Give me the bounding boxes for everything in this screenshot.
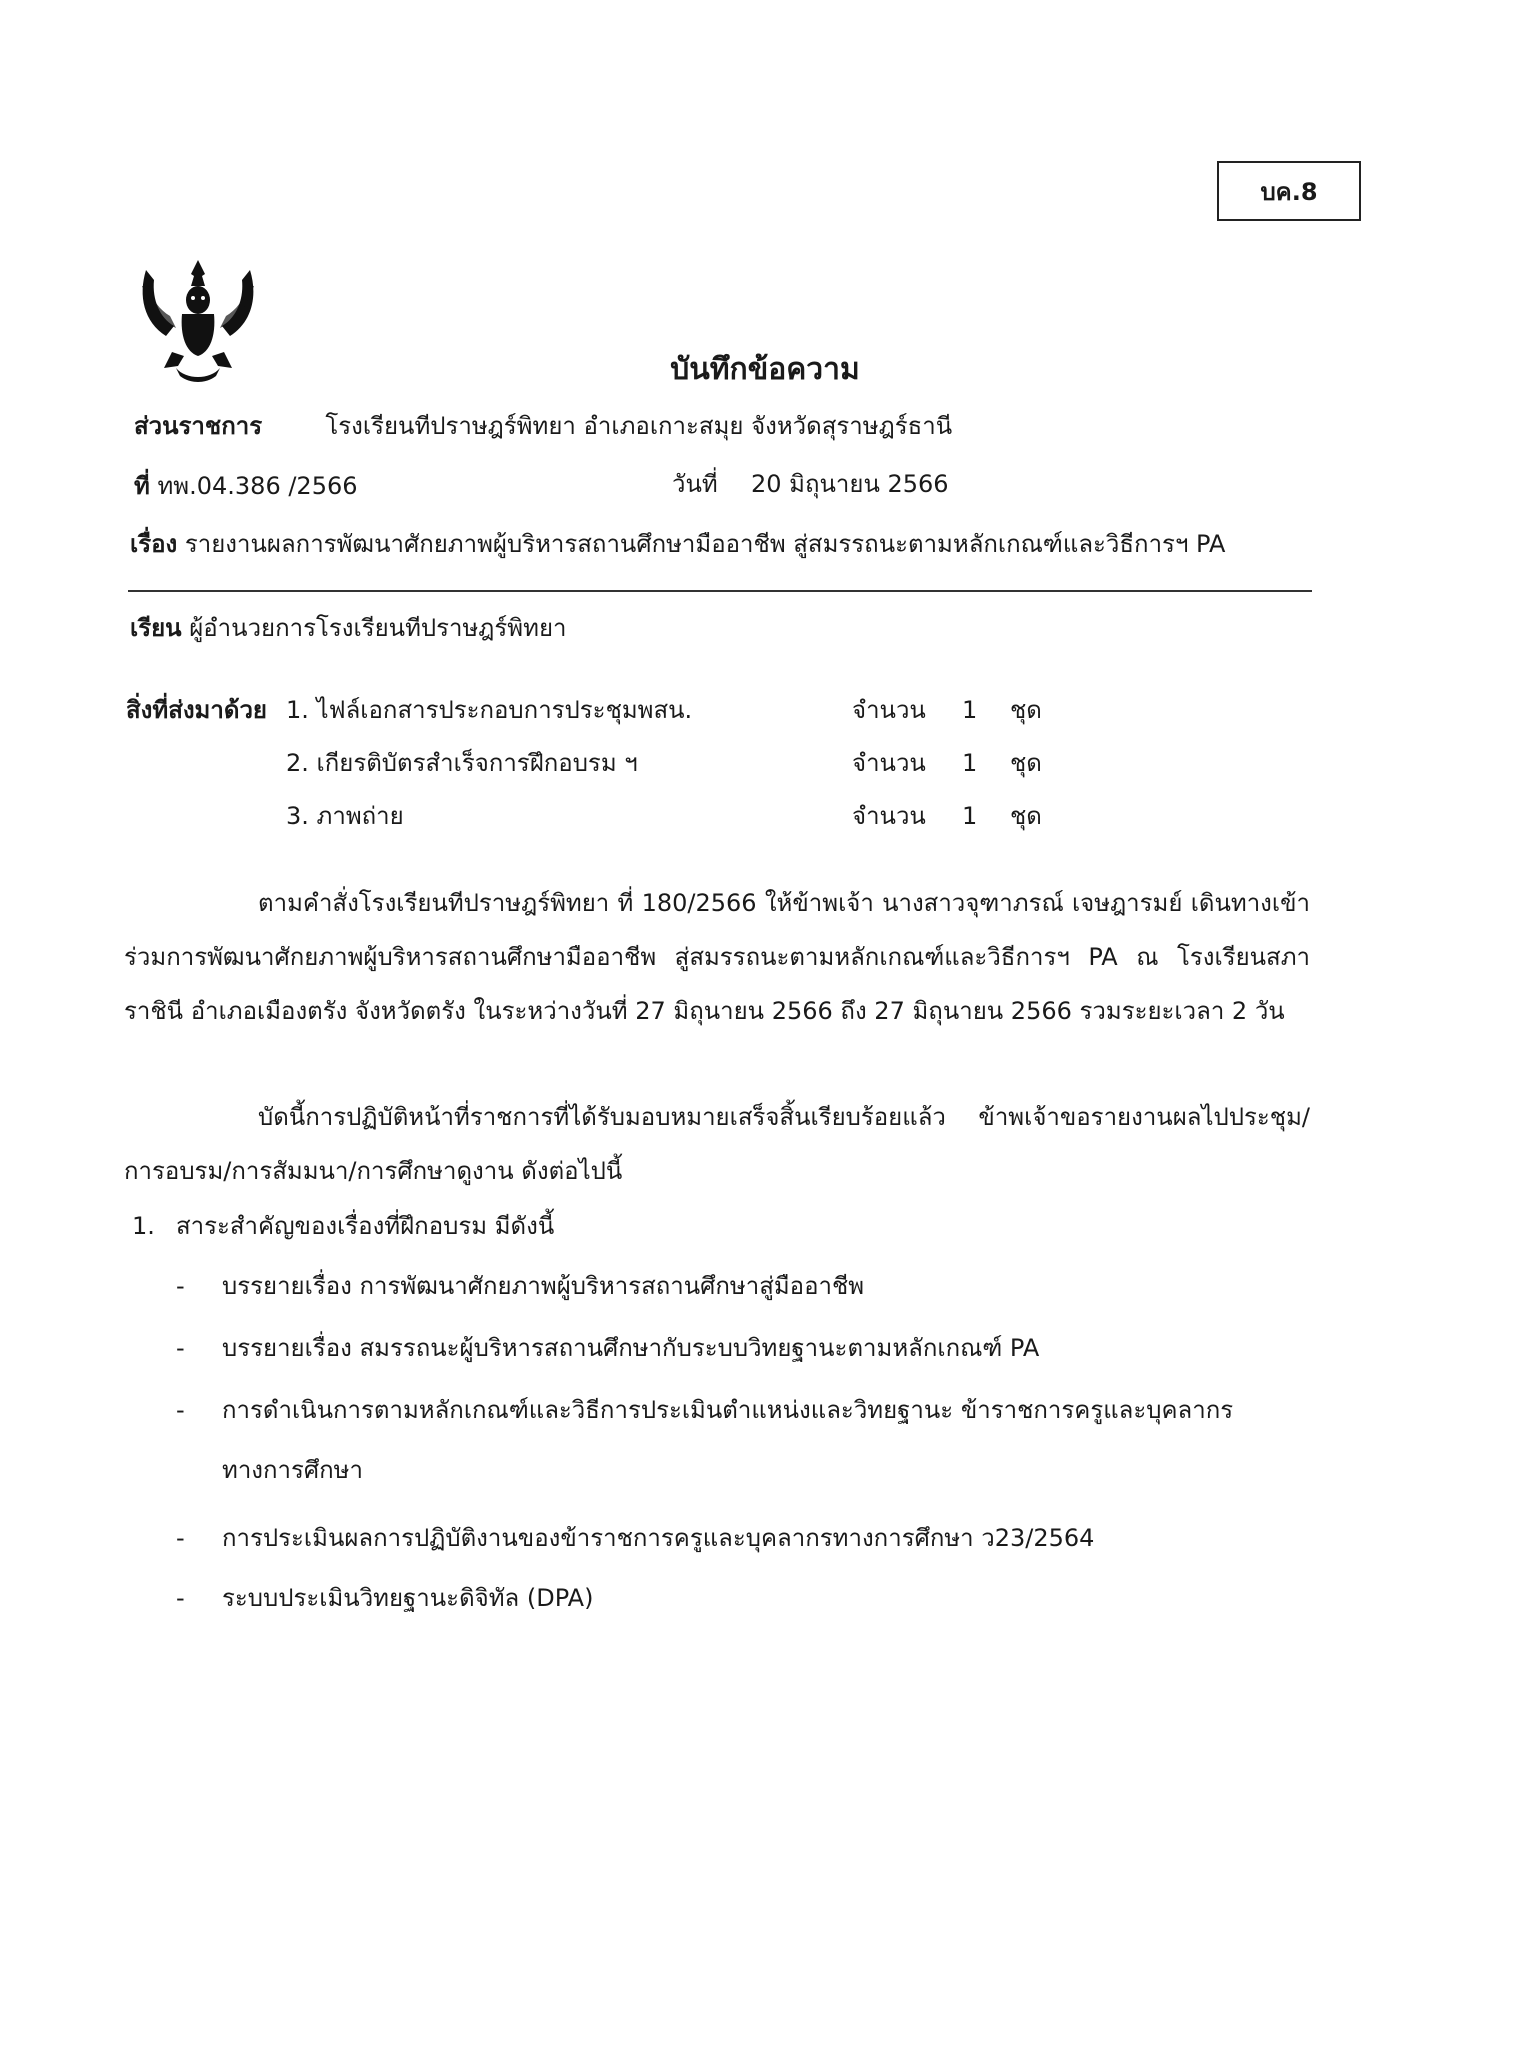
memo-title: บันทึกข้อความ xyxy=(670,352,860,387)
body-paragraph-1: ตามคำสั่งโรงเรียนทีปราษฎร์พิทยา ที่ 180/2566 ให้ข้าพเจ้า นางสาวจุฑาภรณ์ เจษฎารมย์ เดินทางเข้าร่วมการพัฒนาศักยภาพผู้บริหารสถานศึกษามืออาชีพ สู่สมรรถนะตามหลักเกณฑ์และวิธีการฯ PA ณ โรงเรียนสภาราชินี อำเภอเมืองตรัง จังหวัดตรัง ในระหว่างวันที่ 27 มิถุนายน 2566 ถึง 27 มิถุนายน 2566 รวมระยะเวลา 2 วัน xyxy=(124,889,1310,1025)
agency-label: ส่วนราชการ xyxy=(134,412,263,440)
body-paragraph-2: บัดนี้การปฏิบัติหน้าที่ราชการที่ได้รับมอบหมายเสร็จสิ้นเรียบร้อยแล้ว ข้าพเจ้าขอรายงานผลไปประชุม/การอบรม/การสัมมนา/การศึกษาดูงาน ดังต่อไปนี้ xyxy=(124,1103,1310,1185)
header-divider xyxy=(128,590,1312,592)
section-1-number: 1. xyxy=(132,1212,155,1240)
subject-value: รายงานผลการพัฒนาศักยภาพผู้บริหารสถานศึกษามืออาชีพ สู่สมรรถนะตามหลักเกณฑ์และวิธีการฯ PA xyxy=(184,530,1226,558)
reference-line xyxy=(134,468,358,504)
subject-line xyxy=(130,526,1225,562)
agency-line xyxy=(134,408,952,444)
form-code-box: บค.8 xyxy=(1217,161,1361,221)
memo-page: บค.8 บันทึกข้อความ ส่วนราชการ โรงเรียนทีปราษฎร์พิทยา อำเภอเกาะสมุย จังหวัดสุราษฎร์ธานี ที่ ทพ.04.386 /2566 วันที่ 20 มิถุนายน 2566 เรื่อง รายงานผลการพัฒนาศักยภาพผู้บริหารสถานศึกษามืออาชีพ สู่สมรรถนะตามหลักเกณฑ์และวิธีการฯ PA เรียน ผู้อำนวยการโรงเรียนทีปราษฎร์พิทยา สิ่งที่ส่งมาด้วย 1. ไฟล์เอกสารประกอบการประชุมพสน. จำนวน 1 ชุด 2. เกียรติบัตรสำเร็จการฝึกอบรม ฯ จำนวน 1 ชุด 3. ภาพถ่าย จำนวน 1 ชุด ตามคำสั่งโรงเรียนทีปราษฎร์พิทยา ที่ 180/2566 ให้ข้าพเจ้า นางสาวจุฑาภรณ์ เจษฎารมย์ เดินทางเข้าร่วมการพัฒนาศักยภาพผู้บริหารสถานศึกษามืออาชีพ สู่สมรรถนะตามหลักเกณฑ์และวิธีการฯ PA ณ โรงเรียนสภาราชินี อำเภอเมืองตรัง จังหวัดตรัง ในระหว่างวันที่ 27 มิถุนายน 2566 ถึง 27 มิถุนายน 2566 รวมระยะเวลา 2 วัน บัดนี้การปฏิบัติหน้าที่ราชการที่ได้รับมอบหมายเสร็จสิ้นเรียบร้อยแล้ว ข้าพเจ้าขอรายงานผลไปประชุม/การอบรม/การสัมมนา/การศึกษาดูงาน ดังต่อไปนี้ 1. สาระสำคัญของเรื่องที่ฝึกอบรม มีดังนี้ - บรรยายเรื่อง การพัฒนาศักยภาพผู้บริหารสถานศึกษาสู่มืออาชีพ - บรรยายเรื่อง สมรรถนะผู้บริหารสถานศึกษากับระบบวิทยฐานะตามหลักเกณฑ์ PA - การดำเนินการตามหลักเกณฑ์และวิธีการประเมินตำแหน่งและวิทยฐานะ ข้าราชการครูและบุคลากรทางการศึกษา - การประเมินผลการปฏิบัติงานของข้าราชการครูและบุคลากรทางการศึกษา ว23/2564 - ระบบประเมินวิทยฐานะดิจิทัล (DPA) xyxy=(0,0,1514,2048)
salutation-value: ผู้อำนวยการโรงเรียนทีปราษฎร์พิทยา xyxy=(189,614,567,642)
date-line xyxy=(672,466,949,502)
date-label: วันที่ xyxy=(672,470,718,498)
section-1-title: สาระสำคัญของเรื่องที่ฝึกอบรม มีดังนี้ xyxy=(176,1212,555,1240)
reference-label: ที่ xyxy=(134,472,150,500)
salutation-line xyxy=(130,610,567,646)
attachments-label: สิ่งที่ส่งมาด้วย xyxy=(126,696,267,724)
reference-number: ทพ.04.386 /2566 xyxy=(157,472,358,500)
agency-value: โรงเรียนทีปราษฎร์พิทยา อำเภอเกาะสมุย จังหวัดสุราษฎร์ธานี xyxy=(325,412,953,440)
date-value: 20 มิถุนายน 2566 xyxy=(750,470,949,498)
salutation-label: เรียน xyxy=(130,614,182,642)
subject-label: เรื่อง xyxy=(130,530,178,558)
garuda-emblem-icon xyxy=(136,256,260,386)
